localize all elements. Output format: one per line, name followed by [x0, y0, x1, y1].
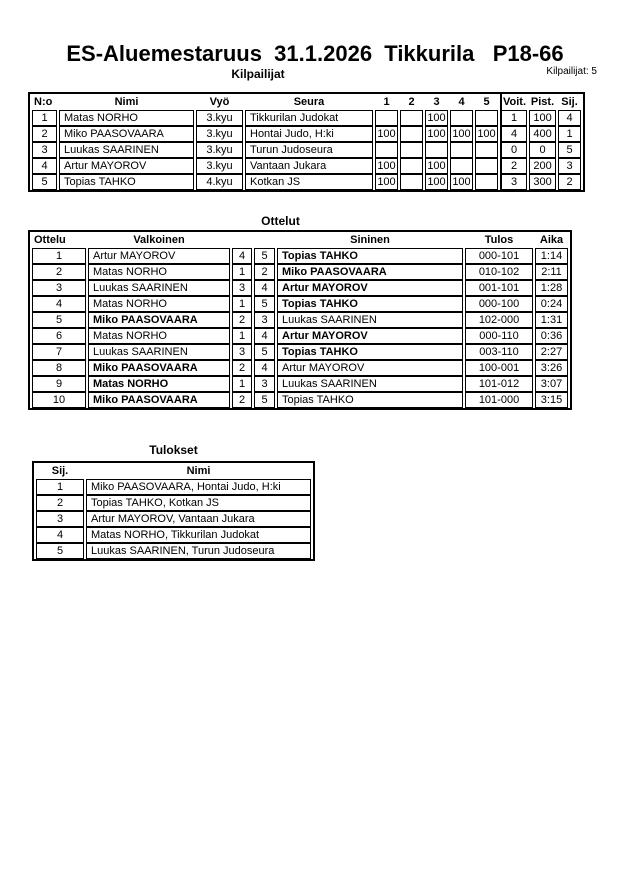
result-place: 3 — [36, 511, 84, 527]
col-header-white-number — [232, 232, 252, 248]
match-row — [32, 392, 568, 408]
match-time: 0:36 — [535, 328, 568, 344]
round-1-score: 100 — [375, 158, 398, 174]
match-time: 1:14 — [535, 248, 568, 264]
round-1-score — [375, 142, 398, 158]
competitor-number: 2 — [32, 126, 57, 142]
match-time: 2:11 — [535, 264, 568, 280]
blue-competitor-name: Artur MAYOROV — [277, 280, 463, 296]
competitor-points: 200 — [529, 158, 556, 174]
col-header-round-1: 1 — [383, 96, 390, 108]
round-2-score — [400, 110, 423, 126]
competitor-belt: 3.kyu — [196, 110, 243, 126]
col-header-result-name: Nimi — [186, 465, 211, 477]
competitor-belt: 3.kyu — [196, 126, 243, 142]
match-number: 2 — [32, 264, 86, 280]
white-competitor-number: 4 — [232, 248, 252, 264]
blue-competitor-number: 3 — [254, 312, 275, 328]
blue-competitor-number: 4 — [254, 360, 275, 376]
competitor-points: 300 — [529, 174, 556, 190]
col-header-match: Ottelu — [34, 234, 66, 246]
competitor-wins: 1 — [500, 110, 527, 126]
match-row — [32, 280, 568, 296]
competitor-place: 5 — [558, 142, 581, 158]
match-row — [32, 248, 568, 264]
match-time: 3:26 — [535, 360, 568, 376]
col-header-no: N:o — [34, 96, 53, 108]
match-result: 102-000 — [465, 312, 533, 328]
round-3-score: 100 — [425, 174, 448, 190]
round-5-score: 100 — [475, 126, 498, 142]
white-competitor-name: Luukas SAARINEN — [88, 344, 230, 360]
white-competitor-name: Artur MAYOROV — [88, 248, 230, 264]
blue-competitor-name: Artur MAYOROV — [277, 328, 463, 344]
round-3-score — [425, 142, 448, 158]
round-2-score — [400, 174, 423, 190]
match-row — [32, 344, 568, 360]
white-competitor-name: Miko PAASOVAARA — [88, 392, 230, 408]
competitor-club: Vantaan Jukara — [245, 158, 373, 174]
blue-competitor-name: Topias TAHKO — [277, 344, 463, 360]
match-number: 6 — [32, 328, 86, 344]
blue-competitor-number: 5 — [254, 248, 275, 264]
blue-competitor-name: Luukas SAARINEN — [277, 312, 463, 328]
competitor-number: 3 — [32, 142, 57, 158]
match-result: 100-001 — [465, 360, 533, 376]
result-name: Luukas SAARINEN, Turun Judoseura — [86, 543, 311, 559]
match-result: 000-100 — [465, 296, 533, 312]
col-header-white: Valkoinen — [133, 234, 185, 246]
competitor-wins: 0 — [500, 142, 527, 158]
competitor-club: Tikkurilan Judokat — [245, 110, 373, 126]
match-time: 3:15 — [535, 392, 568, 408]
competitors-header-row — [32, 94, 581, 110]
competitor-name: Topias TAHKO — [59, 174, 194, 190]
white-competitor-number: 3 — [232, 280, 252, 296]
match-number: 9 — [32, 376, 86, 392]
round-1-score — [375, 110, 398, 126]
competitor-row — [32, 110, 581, 126]
match-result: 101-000 — [465, 392, 533, 408]
matches-table — [28, 230, 572, 410]
match-time: 0:24 — [535, 296, 568, 312]
match-row — [32, 296, 568, 312]
round-4-score — [450, 142, 473, 158]
competitor-belt: 4.kyu — [196, 174, 243, 190]
match-number: 3 — [32, 280, 86, 296]
white-competitor-name: Miko PAASOVAARA — [88, 312, 230, 328]
round-4-score — [450, 158, 473, 174]
round-4-score: 100 — [450, 126, 473, 142]
match-result: 010-102 — [465, 264, 533, 280]
results-table — [32, 461, 315, 561]
competitor-points: 400 — [529, 126, 556, 142]
result-row — [36, 495, 311, 511]
white-competitor-name: Matas NORHO — [88, 264, 230, 280]
competitor-number: 1 — [32, 110, 57, 126]
round-4-score: 100 — [450, 174, 473, 190]
round-2-score — [400, 126, 423, 142]
round-3-score: 100 — [425, 110, 448, 126]
blue-competitor-name: Artur MAYOROV — [277, 360, 463, 376]
col-header-round-2: 2 — [408, 96, 415, 108]
blue-competitor-number: 2 — [254, 264, 275, 280]
results-table-body — [36, 479, 311, 559]
match-time: 1:28 — [535, 280, 568, 296]
competitor-name: Luukas SAARINEN — [59, 142, 194, 158]
white-competitor-number: 3 — [232, 344, 252, 360]
col-header-place: Sij. — [561, 96, 578, 108]
blue-competitor-number: 5 — [254, 344, 275, 360]
match-result: 003-110 — [465, 344, 533, 360]
results-heading: Tulokset — [149, 443, 198, 457]
result-name: Matas NORHO, Tikkurilan Judokat — [86, 527, 311, 543]
result-name: Artur MAYOROV, Vantaan Jukara — [86, 511, 311, 527]
white-competitor-name: Miko PAASOVAARA — [88, 360, 230, 376]
col-header-round-3: 3 — [433, 96, 440, 108]
matches-table-body — [32, 248, 568, 408]
competitor-wins: 3 — [500, 174, 527, 190]
competitor-place: 1 — [558, 126, 581, 142]
blue-competitor-number: 4 — [254, 280, 275, 296]
result-place: 2 — [36, 495, 84, 511]
competitor-name: Matas NORHO — [59, 110, 194, 126]
blue-competitor-name: Luukas SAARINEN — [277, 376, 463, 392]
white-competitor-number: 1 — [232, 376, 252, 392]
round-3-score: 100 — [425, 126, 448, 142]
match-number: 7 — [32, 344, 86, 360]
competitor-row — [32, 174, 581, 190]
results-header-row — [36, 463, 311, 479]
competitor-belt: 3.kyu — [196, 142, 243, 158]
competitor-number: 5 — [32, 174, 57, 190]
competitor-points: 0 — [529, 142, 556, 158]
result-place: 5 — [36, 543, 84, 559]
round-2-score — [400, 158, 423, 174]
competitor-place: 3 — [558, 158, 581, 174]
col-header-name: Nimi — [114, 96, 139, 108]
col-header-result: Tulos — [484, 234, 514, 246]
white-competitor-number: 1 — [232, 296, 252, 312]
blue-competitor-number: 5 — [254, 296, 275, 312]
competitor-belt: 3.kyu — [196, 158, 243, 174]
round-5-score — [475, 110, 498, 126]
col-header-round-4: 4 — [458, 96, 465, 108]
col-header-blue: Sininen — [350, 234, 390, 246]
match-number: 4 — [32, 296, 86, 312]
blue-competitor-name: Topias TAHKO — [277, 296, 463, 312]
col-header-points: Pist. — [530, 96, 555, 108]
competitor-club: Turun Judoseura — [245, 142, 373, 158]
match-row — [32, 264, 568, 280]
match-row — [32, 360, 568, 376]
matches-header-row — [32, 232, 568, 248]
blue-competitor-number: 3 — [254, 376, 275, 392]
competitor-row — [32, 142, 581, 158]
result-place: 1 — [36, 479, 84, 495]
col-header-blue-number — [254, 232, 275, 248]
page-title: ES-Aluemestaruus 31.1.2026 Tikkurila P18-66 — [66, 41, 564, 66]
col-header-round-5: 5 — [483, 96, 490, 108]
competitor-wins: 2 — [500, 158, 527, 174]
competitor-name: Artur MAYOROV — [59, 158, 194, 174]
match-result: 000-110 — [465, 328, 533, 344]
col-header-result-place: Sij. — [51, 465, 69, 477]
match-time: 1:31 — [535, 312, 568, 328]
white-competitor-number: 2 — [232, 392, 252, 408]
competitor-row — [32, 158, 581, 174]
blue-competitor-name: Topias TAHKO — [277, 248, 463, 264]
round-5-score — [475, 158, 498, 174]
match-result: 101-012 — [465, 376, 533, 392]
match-row — [32, 376, 568, 392]
match-number: 5 — [32, 312, 86, 328]
competitor-row — [32, 126, 581, 142]
blue-competitor-name: Topias TAHKO — [277, 392, 463, 408]
result-row — [36, 527, 311, 543]
round-2-score — [400, 142, 423, 158]
match-time: 3:07 — [535, 376, 568, 392]
round-3-score: 100 — [425, 158, 448, 174]
competitor-number: 4 — [32, 158, 57, 174]
round-5-score — [475, 174, 498, 190]
white-competitor-number: 1 — [232, 264, 252, 280]
match-number: 10 — [32, 392, 86, 408]
competitor-club: Kotkan JS — [245, 174, 373, 190]
match-row — [32, 328, 568, 344]
competitors-table-body — [32, 110, 581, 190]
blue-competitor-number: 4 — [254, 328, 275, 344]
match-number: 1 — [32, 248, 86, 264]
match-row — [32, 312, 568, 328]
blue-competitor-number: 5 — [254, 392, 275, 408]
round-4-score — [450, 110, 473, 126]
white-competitor-name: Luukas SAARINEN — [88, 280, 230, 296]
result-row — [36, 543, 311, 559]
competitors-heading: Kilpailijat — [231, 67, 285, 81]
match-result: 000-101 — [465, 248, 533, 264]
matches-heading: Ottelut — [261, 214, 300, 228]
result-name: Topias TAHKO, Kotkan JS — [86, 495, 311, 511]
white-competitor-number: 2 — [232, 360, 252, 376]
col-header-time: Aika — [539, 234, 564, 246]
match-number: 8 — [32, 360, 86, 376]
blue-competitor-name: Miko PAASOVAARA — [277, 264, 463, 280]
competitor-wins: 4 — [500, 126, 527, 142]
white-competitor-number: 2 — [232, 312, 252, 328]
round-5-score — [475, 142, 498, 158]
competitors-table — [28, 92, 585, 192]
result-row — [36, 511, 311, 527]
result-row — [36, 479, 311, 495]
white-competitor-number: 1 — [232, 328, 252, 344]
match-time: 2:27 — [535, 344, 568, 360]
result-place: 4 — [36, 527, 84, 543]
match-result: 001-101 — [465, 280, 533, 296]
white-competitor-name: Matas NORHO — [88, 328, 230, 344]
competitor-place: 4 — [558, 110, 581, 126]
competitor-points: 100 — [529, 110, 556, 126]
white-competitor-name: Matas NORHO — [88, 296, 230, 312]
competitor-place: 2 — [558, 174, 581, 190]
white-competitor-name: Matas NORHO — [88, 376, 230, 392]
competitor-count-label: Kilpailijat: 5 — [546, 66, 597, 77]
col-header-club: Seura — [293, 96, 325, 108]
round-1-score: 100 — [375, 126, 398, 142]
col-header-belt: Vyö — [209, 96, 230, 108]
competitor-name: Miko PAASOVAARA — [59, 126, 194, 142]
result-name: Miko PAASOVAARA, Hontai Judo, H:ki — [86, 479, 311, 495]
competitor-club: Hontai Judo, H:ki — [245, 126, 373, 142]
round-1-score: 100 — [375, 174, 398, 190]
col-header-wins: Voit. — [500, 94, 527, 110]
